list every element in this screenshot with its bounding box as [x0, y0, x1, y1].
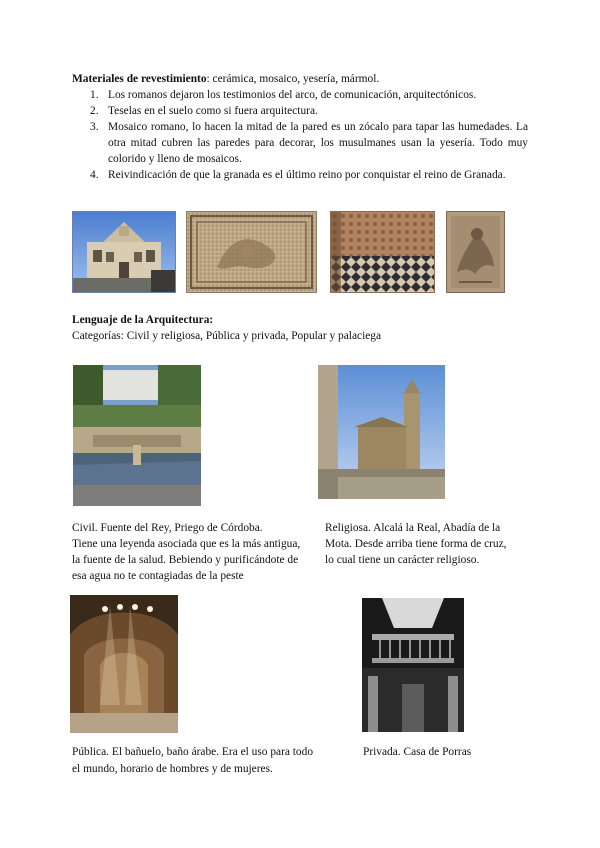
roman-mosaic-photo	[186, 211, 317, 293]
caption-civil-line2: Tiene una leyenda asociada que es la más antigua,	[72, 538, 301, 550]
caption-publica-line1: Pública. El bañuelo, baño árabe. Era el uso para todo	[72, 746, 314, 758]
banuelo-photo	[70, 595, 178, 733]
casa-de-porras-photo	[362, 598, 464, 732]
materials-heading: Materiales de revestimiento	[72, 73, 207, 85]
list-item: 3. Mosaico romano, lo hacen la mitad de la pared es un zócalo para tapar las humedades. La otra mitad cubren las paredes para decorar, los musulmanes usan la yesería. Todo muy colorido y lleno de mosaicos.	[90, 121, 528, 165]
materials-list	[72, 87, 528, 183]
list-item: 2. Teselas en el suelo como si fuera arquitectura.	[90, 105, 318, 117]
materials-text: : cerámica, mosaico, yesería, mármol.	[206, 73, 380, 85]
caption-civil-line1: Civil. Fuente del Rey, Priego de Córdoba.	[72, 522, 263, 534]
language-heading: Lenguaje de la Arquitectura:	[72, 314, 214, 326]
caption-religiosa-line1: Religiosa. Alcalá la Real, Abadía de la	[325, 522, 501, 534]
materials-paragraph	[72, 71, 532, 87]
abadia-de-la-mota-photo	[318, 365, 445, 499]
caption-civil-line4: esa agua no te contagiadas de la peste	[72, 570, 244, 582]
fuente-del-rey-photo	[73, 365, 201, 506]
caption-religiosa-line2: Mota. Desde arriba tiene forma de cruz,	[325, 538, 507, 550]
islamic-plasterwork-photo	[330, 211, 435, 293]
caption-publica-line2: el mundo, horario de hombres y de mujeres.	[72, 763, 273, 775]
caption-civil-line3: la fuente de la salud. Bebiendo y purificándote de	[72, 554, 299, 566]
caption-religiosa-line3: lo cual tiene un carácter religioso.	[325, 554, 480, 566]
list-item: 4. Reivindicación de que la granada es el último reino por conquistar el reino de Granada.	[90, 169, 506, 181]
baroque-facade-photo	[72, 211, 176, 293]
stone-relief-photo	[446, 211, 505, 293]
list-item: 1. Los romanos dejaron los testimonios del arco, de comunicación, arquitectónicos.	[90, 89, 477, 101]
caption-privada: Privada. Casa de Porras	[363, 746, 472, 758]
categories-text: Categorías: Civil y religiosa, Pública y privada, Popular y palaciega	[72, 330, 382, 342]
